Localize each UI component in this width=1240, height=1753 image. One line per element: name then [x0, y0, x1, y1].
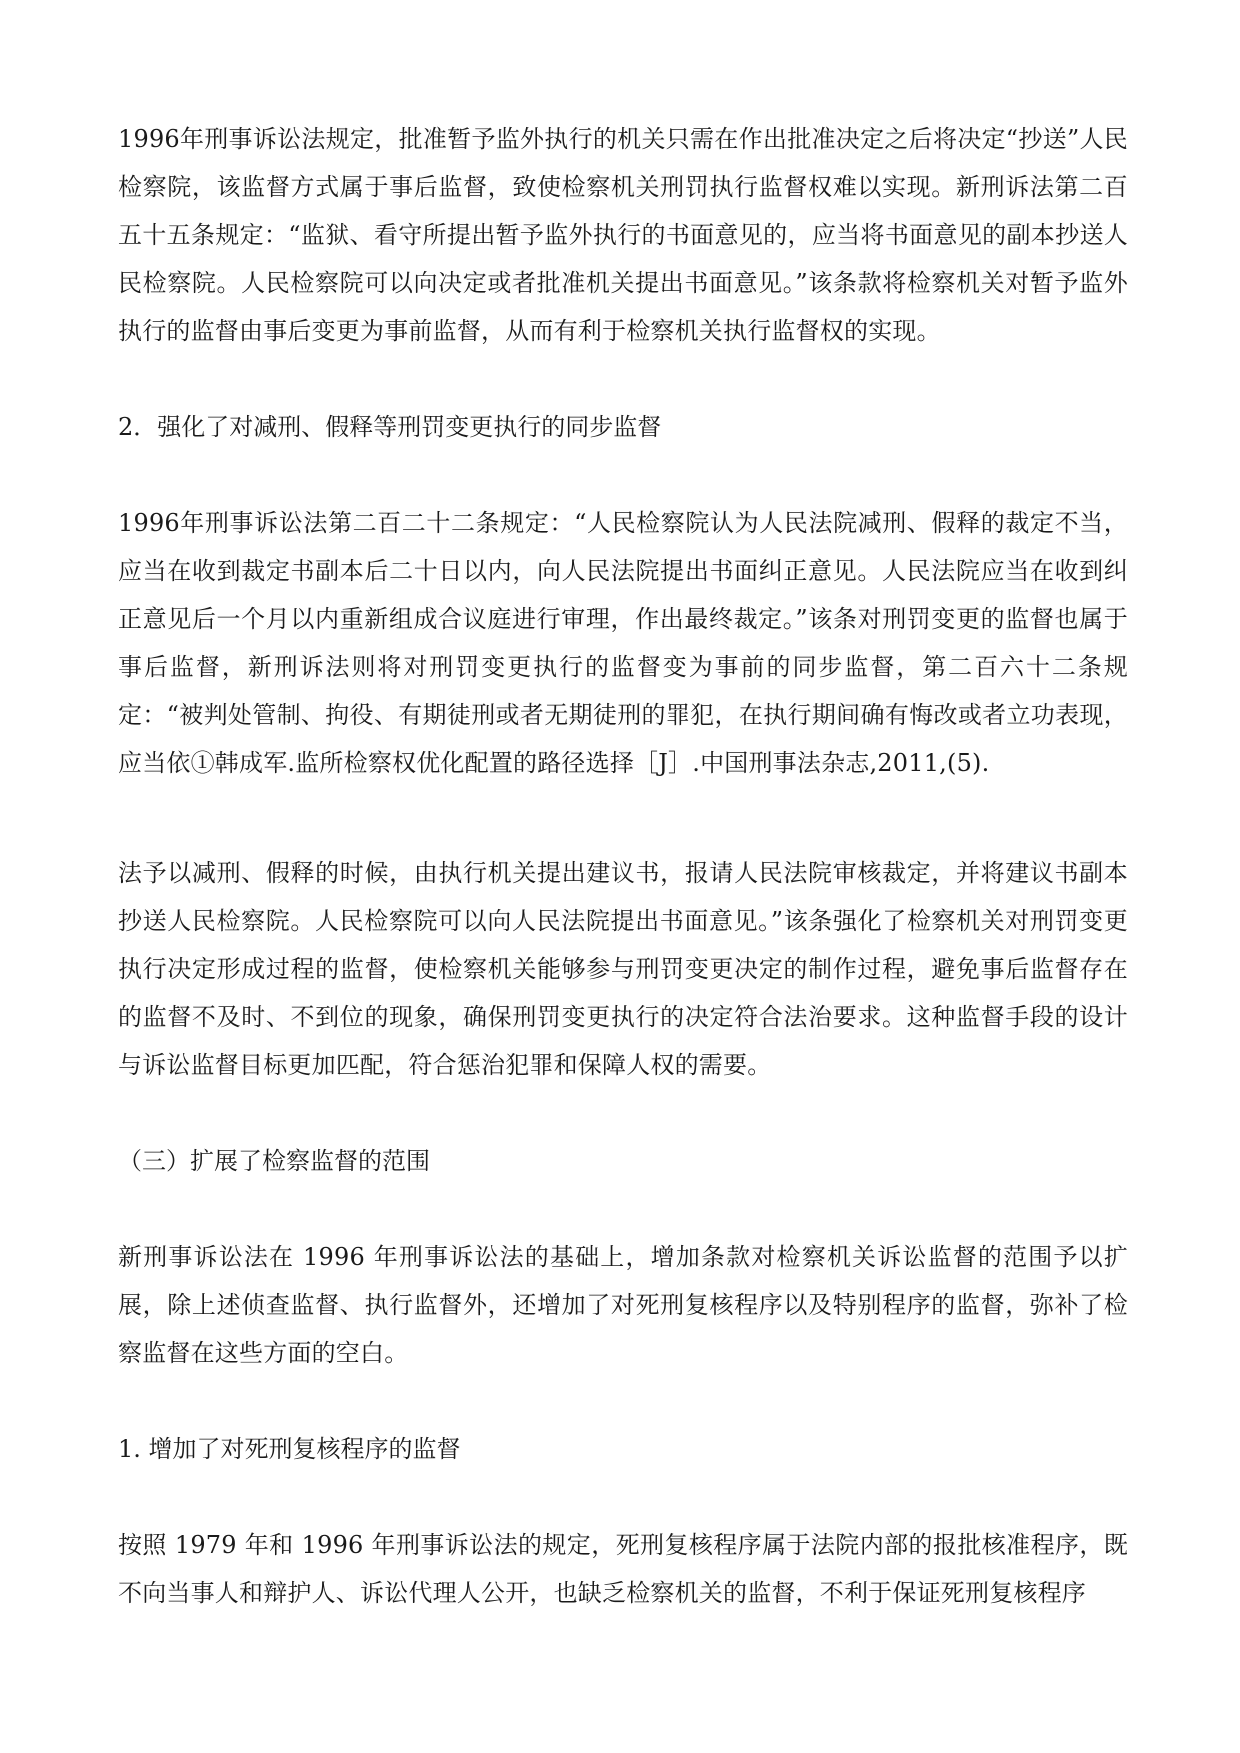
paragraph-3: 法予以减刑、假释的时候，由执行机关提出建议书，报请人民法院审核裁定，并将建议书副本抄送人民检察院。人民检察院可以向人民法院提出书面意见。”该条强化了检察机关对刑罚变更执行决定形成过程的监督，使检察机关能够参与刑罚变更决定的制作过程，避免事后监督存在的监督不及时、不到位的现象，确保刑罚变更执行的决定符合法治要求。这种监督手段的设计与诉讼监督目标更加匹配，符合惩治犯罪和保障人权的需要。: [118, 859, 1128, 1079]
heading-4: 1. 增加了对死刑复核程序的监督: [118, 1435, 461, 1463]
paragraph-4: 新刑事诉讼法在 1996 年刑事诉讼法的基础上，增加条款对检察机关诉讼监督的范围予以扩展，除上述侦查监督、执行监督外，还增加了对死刑复核程序以及特别程序的监督，弥补了检察监督在这些方面的空白。: [118, 1243, 1128, 1367]
paragraph-5: 按照 1979 年和 1996 年刑事诉讼法的规定，死刑复核程序属于法院内部的报批核准程序，既不向当事人和辩护人、诉讼代理人公开，也缺乏检察机关的监督，不利于保证死刑复核程序: [118, 1531, 1128, 1607]
paragraph-1: 1996年刑事诉讼法规定，批准暂予监外执行的机关只需在作出批准决定之后将决定“抄送”人民检察院，该监督方式属于事后监督，致使检察机关刑罚执行监督权难以实现。新刑诉法第二百五十五条规定：“监狱、看守所提出暂予监外执行的书面意见的，应当将书面意见的副本抄送人民检察院。人民检察院可以向决定或者批准机关提出书面意见。”该条款将检察机关对暂予监外执行的监督由事后变更为事前监督，从而有利于检察机关执行监督权的实现。: [118, 125, 1128, 345]
spacer: [118, 1089, 1128, 1137]
heading-3: （三）扩展了检察监督的范围: [118, 1147, 430, 1175]
paragraph-2: 1996年刑事诉讼法第二百二十二条规定：“人民检察院认为人民法院减刑、假释的裁定不当，应当在收到裁定书副本后二十日以内，向人民法院提出书面纠正意见。人民法院应当在收到纠正意见后一个月以内重新组成合议庭进行审理，作出最终裁定。”该条对刑罚变更的监督也属于事后监督，新刑诉法则将对刑罚变更执行的监督变为事前的同步监督，第二百六十二条规定：“被判处管制、拘役、有期徒刑或者无期徒刑的罪犯，在执行期间确有悔改或者立功表现，应当依①韩成军.监所检察权优化配置的路径选择［J］.中国刑事法杂志,2011,(5).: [118, 509, 1128, 777]
spacer: [118, 451, 1128, 499]
spacer: [118, 1473, 1128, 1521]
spacer: [118, 1185, 1128, 1233]
spacer: [118, 355, 1128, 403]
spacer: [118, 1377, 1128, 1425]
heading-2: 2．强化了对减刑、假释等刑罚变更执行的同步监督: [118, 413, 662, 441]
document-body: [118, 115, 1128, 1617]
spacer: [118, 787, 1128, 849]
